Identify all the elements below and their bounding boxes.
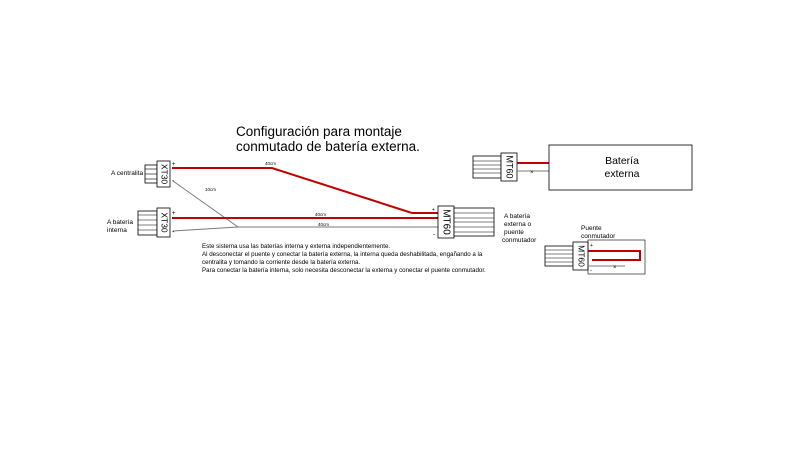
label-puente-2: conmutador: [581, 233, 616, 240]
wire-length-mid-grey: 40cm: [318, 222, 330, 227]
xt30-connector-centralita: [145, 161, 170, 187]
label-bateria-externa-1: A batería: [504, 213, 531, 220]
wire-length-diag: 10cm: [205, 187, 217, 192]
bridge-wire-x: ×: [613, 265, 617, 271]
mt60-connector-main: [438, 206, 494, 238]
xt30-connector-interna: [138, 208, 170, 237]
note-line-3: centralita y tomando la corriente desde la batería externa.: [202, 259, 361, 266]
bridge-plus: +: [590, 243, 593, 249]
mt60-main-plus: +: [432, 207, 435, 213]
wire-length-top: 40cm: [265, 161, 277, 166]
external-battery-label-2: externa: [604, 168, 640, 180]
battery-wire-x: ×: [530, 170, 534, 176]
label-bateria-externa-3: puente: [504, 229, 524, 236]
xt30-mid-minus: -: [172, 229, 175, 236]
label-bateria-externa-2: externa o: [504, 221, 532, 228]
label-bateria-interna-1: A batería: [107, 219, 134, 226]
bridge-loop-wire: [588, 251, 640, 260]
label-bateria-interna-2: interna: [107, 227, 127, 234]
label-puente-1: Puente: [581, 225, 602, 232]
xt30-top-plus: +: [172, 162, 176, 168]
xt30-label-top: XT30: [159, 163, 170, 185]
mt60-label-bridge: MT60: [576, 245, 587, 267]
diagram-title-line2: conmutado de batería externa.: [236, 139, 420, 154]
label-centralita: A centralita: [111, 170, 144, 177]
mt60-main-minus: -: [433, 232, 435, 238]
mt60-label-main: MT60: [440, 209, 452, 235]
note-line-4: Para conectar la batería interna, solo necesita desconectar la externa y conectar el puente conmutador.: [202, 267, 486, 274]
note-line-2: Al desconectar el puente y conectar la batería externa, la interna queda deshabilitada, engañando a la: [202, 251, 483, 258]
mt60-connector-battery: [473, 153, 517, 181]
label-bateria-externa-4: conmutador: [502, 237, 537, 244]
mt60-connector-bridge: [545, 242, 588, 270]
note-line-1: Este sistema usa las baterías interna y externa independientemente.: [202, 243, 391, 250]
wire-mid-negative: [173, 227, 438, 231]
bridge-minus: -: [590, 268, 592, 274]
external-battery-label-1: Batería: [605, 155, 639, 167]
xt30-label-mid: XT30: [159, 212, 170, 233]
wire-length-mid-red: 40cm: [315, 212, 327, 217]
mt60-label-battery: MT60: [504, 155, 515, 179]
diagram-title-line1: Configuración para montaje: [236, 124, 402, 139]
explanation-notes: [202, 243, 486, 275]
xt30-mid-plus: +: [172, 211, 176, 217]
xt30-top-minus: -: [172, 178, 175, 185]
